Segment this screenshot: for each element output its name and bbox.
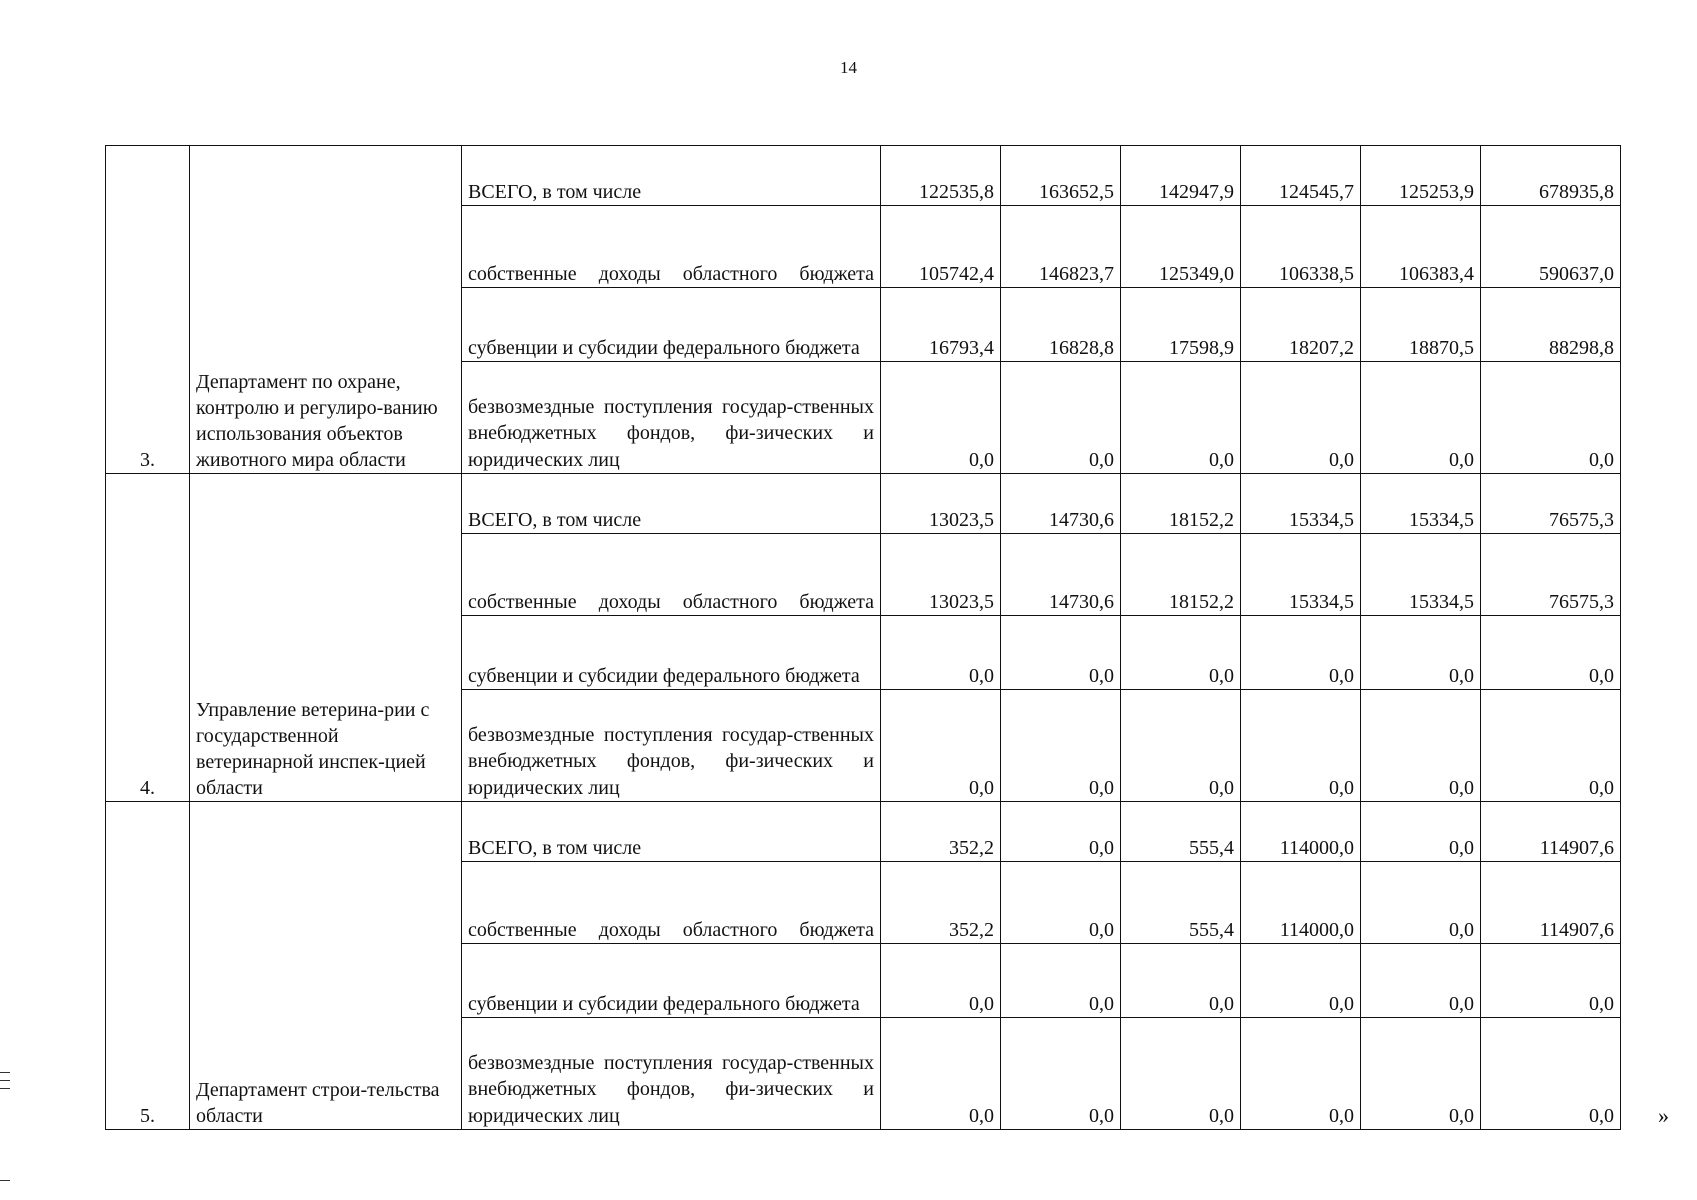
year-value-cell: 0,0 <box>1361 362 1481 474</box>
year-value-cell: 0,0 <box>1001 362 1121 474</box>
funding-source-federal-subsidies: субвенции и субсидии федерального бюджета <box>462 288 881 362</box>
year-value-cell: 0,0 <box>1241 690 1361 802</box>
year-value-cell: 16828,8 <box>1001 288 1121 362</box>
year-value-cell: 555,4 <box>1121 862 1241 944</box>
table-row <box>106 146 1621 206</box>
table-body <box>106 146 1621 1130</box>
year-value-cell: 0,0 <box>1121 690 1241 802</box>
row-number: 5. <box>106 802 190 1130</box>
funding-source-gratuitous-receipts: безвозмездные поступления государ-ственных внебюджетных фондов, фи-зических и юридических лиц <box>462 690 881 802</box>
year-value-cell: 0,0 <box>1121 616 1241 690</box>
year-value-cell: 106383,4 <box>1361 206 1481 288</box>
year-value-cell: 15334,5 <box>1361 534 1481 616</box>
year-value-cell: 0,0 <box>1121 944 1241 1018</box>
total-value-cell: 76575,3 <box>1481 534 1621 616</box>
year-value-cell: 352,2 <box>881 862 1001 944</box>
year-value-cell: 122535,8 <box>881 146 1001 206</box>
year-value-cell: 0,0 <box>1121 362 1241 474</box>
funding-source-total: ВСЕГО, в том числе <box>462 474 881 534</box>
year-value-cell: 142947,9 <box>1121 146 1241 206</box>
year-value-cell: 0,0 <box>1001 862 1121 944</box>
year-value-cell: 0,0 <box>1361 616 1481 690</box>
funding-source-federal-subsidies: субвенции и субсидии федерального бюджета <box>462 616 881 690</box>
year-value-cell: 0,0 <box>881 616 1001 690</box>
funding-source-federal-subsidies: субвенции и субсидии федерального бюджета <box>462 944 881 1018</box>
year-value-cell: 352,2 <box>881 802 1001 862</box>
funding-source-total: ВСЕГО, в том числе <box>462 802 881 862</box>
total-value-cell: 590637,0 <box>1481 206 1621 288</box>
total-value-cell: 114907,6 <box>1481 862 1621 944</box>
year-value-cell: 13023,5 <box>881 534 1001 616</box>
table-row <box>106 802 1621 862</box>
year-value-cell: 146823,7 <box>1001 206 1121 288</box>
margin-mark <box>0 1180 10 1181</box>
total-value-cell: 0,0 <box>1481 616 1621 690</box>
year-value-cell: 0,0 <box>881 362 1001 474</box>
year-value-cell: 18152,2 <box>1121 474 1241 534</box>
table-row <box>106 474 1621 534</box>
year-value-cell: 0,0 <box>1241 1018 1361 1130</box>
year-value-cell: 163652,5 <box>1001 146 1121 206</box>
page-number: 14 <box>840 58 857 77</box>
organization-name: Департамент строи-тельства области <box>190 802 462 1130</box>
year-value-cell: 0,0 <box>1361 1018 1481 1130</box>
organization-name: Департамент по охране, контролю и регулиро-ванию использования объектов животного мира области <box>190 146 462 474</box>
year-value-cell: 0,0 <box>1241 616 1361 690</box>
year-value-cell: 0,0 <box>881 944 1001 1018</box>
year-value-cell: 0,0 <box>1001 1018 1121 1130</box>
organization-name: Управление ветерина-рии с государственной ветеринарной инспек-цией области <box>190 474 462 802</box>
year-value-cell: 16793,4 <box>881 288 1001 362</box>
year-value-cell: 0,0 <box>1001 944 1121 1018</box>
year-value-cell: 0,0 <box>1241 362 1361 474</box>
year-value-cell: 14730,6 <box>1001 534 1121 616</box>
year-value-cell: 15334,5 <box>1361 474 1481 534</box>
year-value-cell: 15334,5 <box>1241 534 1361 616</box>
funding-source-own-revenue: собственные доходы областного бюджета <box>462 862 881 944</box>
year-value-cell: 105742,4 <box>881 206 1001 288</box>
funding-source-gratuitous-receipts: безвозмездные поступления государ-ственных внебюджетных фондов, фи-зических и юридических лиц <box>462 362 881 474</box>
total-value-cell: 0,0 <box>1481 690 1621 802</box>
total-value-cell: 88298,8 <box>1481 288 1621 362</box>
total-value-cell: 678935,8 <box>1481 146 1621 206</box>
continuation-mark: » <box>1658 1103 1669 1128</box>
funding-source-own-revenue: собственные доходы областного бюджета <box>462 534 881 616</box>
year-value-cell: 0,0 <box>1361 802 1481 862</box>
year-value-cell: 14730,6 <box>1001 474 1121 534</box>
year-value-cell: 13023,5 <box>881 474 1001 534</box>
year-value-cell: 18870,5 <box>1361 288 1481 362</box>
year-value-cell: 18207,2 <box>1241 288 1361 362</box>
year-value-cell: 15334,5 <box>1241 474 1361 534</box>
year-value-cell: 114000,0 <box>1241 862 1361 944</box>
margin-mark <box>0 1080 10 1081</box>
year-value-cell: 125349,0 <box>1121 206 1241 288</box>
year-value-cell: 0,0 <box>1241 944 1361 1018</box>
year-value-cell: 0,0 <box>881 690 1001 802</box>
total-value-cell: 0,0 <box>1481 362 1621 474</box>
year-value-cell: 0,0 <box>1361 944 1481 1018</box>
year-value-cell: 0,0 <box>1001 616 1121 690</box>
year-value-cell: 106338,5 <box>1241 206 1361 288</box>
total-value-cell: 0,0 <box>1481 944 1621 1018</box>
total-value-cell: 114907,6 <box>1481 802 1621 862</box>
margin-mark <box>0 1088 10 1089</box>
year-value-cell: 0,0 <box>1361 690 1481 802</box>
funding-source-gratuitous-receipts: безвозмездные поступления государ-ственных внебюджетных фондов, фи-зических и юридических лиц <box>462 1018 881 1130</box>
year-value-cell: 555,4 <box>1121 802 1241 862</box>
funding-table <box>105 145 1621 1130</box>
year-value-cell: 0,0 <box>1121 1018 1241 1130</box>
year-value-cell: 125253,9 <box>1361 146 1481 206</box>
year-value-cell: 18152,2 <box>1121 534 1241 616</box>
year-value-cell: 0,0 <box>881 1018 1001 1130</box>
year-value-cell: 124545,7 <box>1241 146 1361 206</box>
row-number: 4. <box>106 474 190 802</box>
row-number: 3. <box>106 146 190 474</box>
funding-source-total: ВСЕГО, в том числе <box>462 146 881 206</box>
year-value-cell: 0,0 <box>1001 690 1121 802</box>
total-value-cell: 0,0 <box>1481 1018 1621 1130</box>
year-value-cell: 0,0 <box>1001 802 1121 862</box>
year-value-cell: 114000,0 <box>1241 802 1361 862</box>
year-value-cell: 17598,9 <box>1121 288 1241 362</box>
year-value-cell: 0,0 <box>1361 862 1481 944</box>
margin-mark <box>0 1072 10 1073</box>
funding-source-own-revenue: собственные доходы областного бюджета <box>462 206 881 288</box>
total-value-cell: 76575,3 <box>1481 474 1621 534</box>
